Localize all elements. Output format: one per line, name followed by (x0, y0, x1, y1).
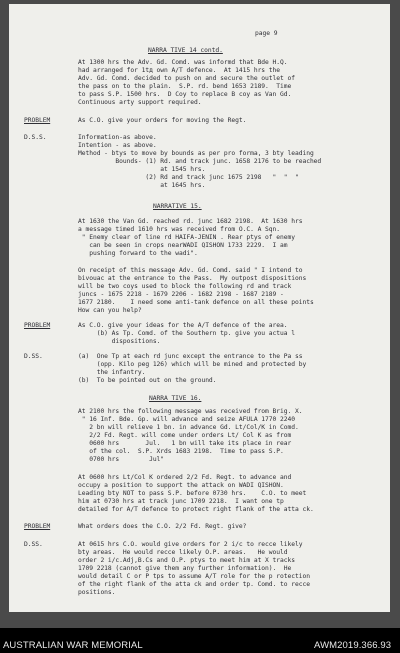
text-line: a message timed 1610 hrs was received from O.C. A Sqn. (78, 226, 281, 233)
text-line: " 16 Inf. Bde. Gp. will advance and seize AFULA 1770 2240 (78, 416, 295, 423)
dss-label: D.SS. (24, 541, 43, 548)
heading-narrative-15: NARRATIVE 15. (153, 203, 202, 210)
text-line: him at 0730 hrs at track junc 1709 2218. I want one tp (78, 498, 284, 505)
text-line: Continuous arty support required. (78, 99, 202, 106)
text-line: As C.O. give your ideas for the A/T defence of the area. (78, 322, 288, 329)
text-line: Intention - as above. (78, 142, 157, 149)
heading-narrative-16: NARRA TIVE 16. (149, 395, 202, 402)
text-line: 0700 hrs Jul" (78, 456, 165, 463)
text-line: 2 bn will relieve 1 bn. in advance Gd. Lt/Col/K in Comd. (78, 424, 299, 431)
problem-label: PROBLEM (24, 322, 51, 329)
text-line: occupy a position to support the attack on WADI QISHON. (78, 482, 284, 489)
footer-reference: AWM2019.366.93 (314, 640, 392, 651)
text-line: juncs - 1675 2218 - 1679 2206 - 1682 2198 - 1687 2189 - (78, 291, 284, 298)
text-line: at 1645 hrs. (78, 182, 206, 189)
text-line: 2/2 Fd. Regt. will come under orders Lt/ Col K as from (78, 432, 292, 439)
text-line: At 1300 hrs the Adv. Gd. Comd. was informd that Bde H.Q. (78, 59, 288, 66)
text-line: the infantry. (78, 369, 146, 376)
text-line: 1677 2180. I need some anti-tank defence on all these points (78, 299, 314, 306)
text-line: order 2 i/c.Adj,B.Cs and O.P. ptys to meet him at X tracks (78, 557, 295, 564)
text-line: (opp. Kilo peg 126) which will be mined and protected by (78, 361, 307, 368)
page-number: page 9 (255, 30, 278, 37)
text-line: Bounds- (1) Rd. and track junc. 1658 2176 to be reached (78, 158, 322, 165)
text-line: at 1545 hrs. (78, 166, 206, 173)
text-line: At 0615 hrs C.O. would give orders for 2 i/c to recce likely (78, 541, 303, 548)
text-line: 1709 2218 (cannot give them any further information). He (78, 565, 292, 572)
text-line: Information-as above. (78, 134, 157, 141)
problem-label: PROBLEM (24, 523, 51, 530)
document-page (9, 4, 390, 612)
text-line: On receipt of this message Adv. Gd. Comd. said " I intend to (78, 267, 303, 274)
text-line: Adv. Gd. Comd. decided to push on and secure the outlet of (78, 75, 295, 82)
text-line: to pass S.P. 1500 hrs. D Coy to replace B coy as Van Gd. (78, 91, 292, 98)
text-line: (b) To be pointed out on the ground. (78, 377, 217, 384)
text-line: bivouac at the entrance to the Pass. My outpost dispositions (78, 275, 307, 282)
dss-label: D.S.S. (24, 134, 47, 141)
text-line: will be two coys used to block the following rd and track (78, 283, 292, 290)
text-line: (b) As Tp. Comd. of the Southern tp. give you actua l (78, 330, 295, 337)
text-line: bty areas. He would recce likely O.P. areas. He would (78, 549, 288, 556)
text-line: of the right flank of the atta ck and order tp. Comd. to recce (78, 581, 310, 588)
text-line: had arranged for 1tд own A/T defence. At 1415 hrs the (78, 67, 281, 74)
heading-narrative-14: NARRA TIVE 14 contd. (148, 47, 223, 54)
text-line: At 0600 hrs Lt/Col K ordered 2/2 Fd. Regt. to advance and (78, 474, 292, 481)
text-line: dispositions. (78, 338, 161, 345)
text-line: 0600 hrs Jul. 1 bn will take its place in rear (78, 440, 292, 447)
text-line: At 1630 the Van Gd. reached rd. junc 1682 2198. At 1630 hrs (78, 218, 303, 225)
text-line: pushing forward to the wadi". (78, 250, 198, 257)
text-line: (a) One Tp at each rd junc except the entrance to the Pa ss (78, 353, 303, 360)
problem-label: PROBLEM (24, 117, 51, 124)
problem-text: What orders does the C.O. 2/2 Fd. Regt. give? (78, 523, 247, 530)
text-line: (2) Rd and track junc 1675 2198 " " " (78, 174, 299, 181)
archive-footer-bar (0, 628, 400, 653)
text-line: positions. (78, 589, 116, 596)
text-line: of the col. S.P. Xrds 1683 2198. Time to pass S.P. (78, 448, 284, 455)
text-line: How can you help? (78, 307, 142, 314)
text-line: can be seen in crops nearWADI QISHON 1733 2229. I am (78, 242, 288, 249)
text-line: Method - btys to move by bounds as per pro forma, 3 bty leading (78, 150, 314, 157)
text-line: Leading bty NOT to pass S.P. before 0730 hrs. C.O. to meet (78, 490, 307, 497)
text-line: would detail C or P tps to assume A/T role for the p rotection (78, 573, 310, 580)
text-line: At 2100 hrs the following message was received from Brig. X. (78, 408, 303, 415)
text-line: detailed for A/T defence to protect right flank of the atta ck. (78, 506, 314, 513)
problem-text: As C.O. give your orders for moving the Regt. (78, 117, 247, 124)
footer-source: AUSTRALIAN WAR MEMORIAL (3, 640, 143, 651)
dss-label: D.SS. (24, 353, 43, 360)
text-line: the pass on to the plain. S.P. rd. bend 1653 2189. Time (78, 83, 292, 90)
text-line: " Enemy clear of line rd HAIFA-JENIN . Rear ptys of enemy (78, 234, 295, 241)
